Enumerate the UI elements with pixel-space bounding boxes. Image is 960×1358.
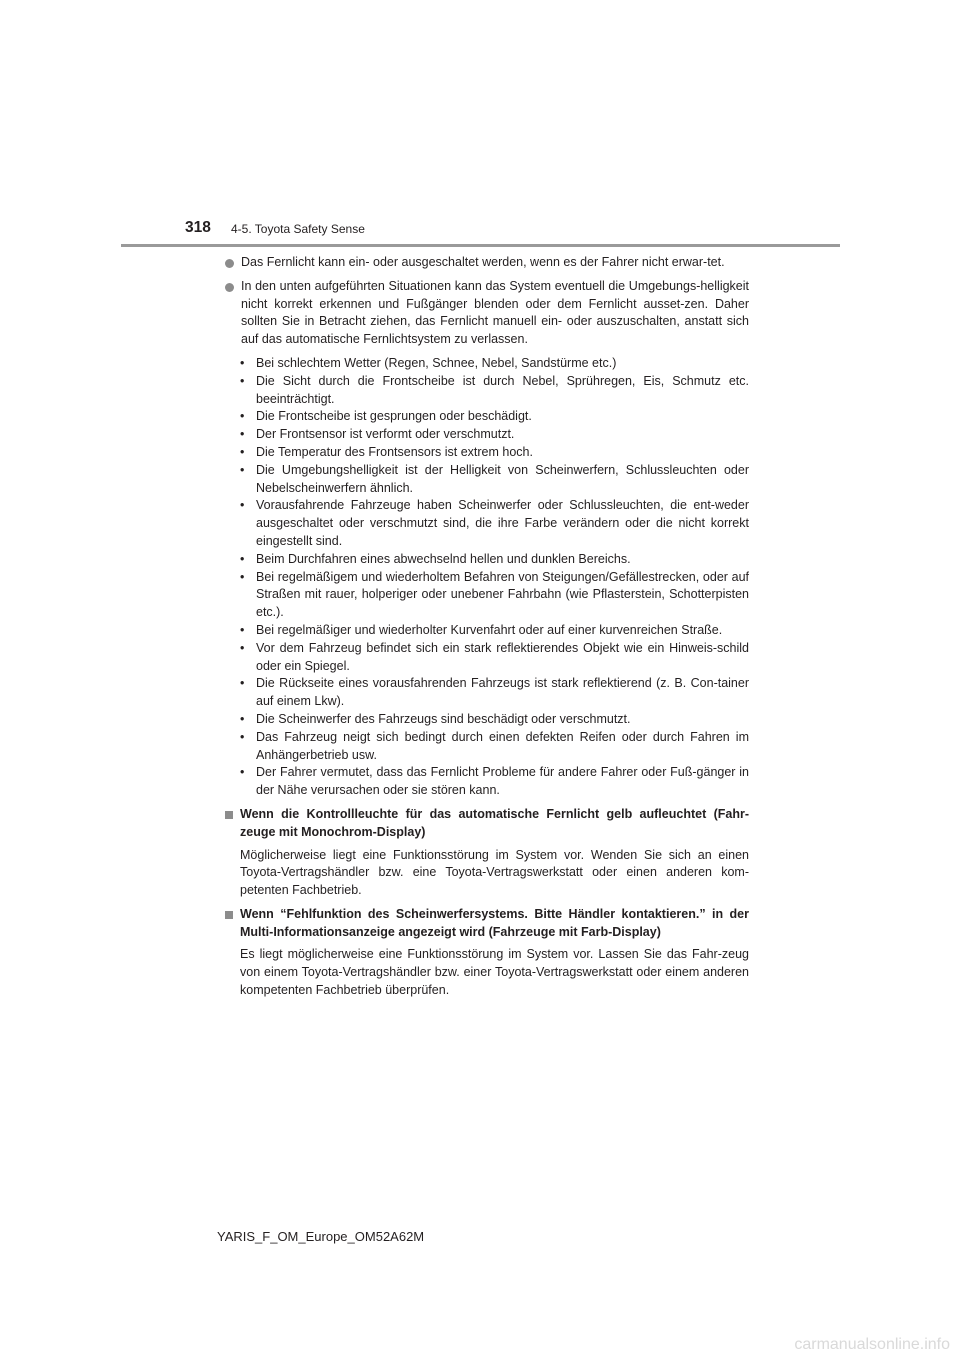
list-bullet-icon: • [240,676,245,691]
list-item [240,729,749,765]
situation-list [225,355,749,800]
list-bullet-icon: • [240,551,245,566]
list-bullet-icon: • [240,711,245,726]
list-item-text: Bei schlechtem Wetter (Regen, Schnee, Nebel, Sandstürme etc.) [256,355,617,370]
section-heading [225,906,749,942]
square-bullet-icon [225,911,233,919]
section-heading-text: Wenn “Fehlfunktion des Scheinwerfersystems. Bitte Händler kontaktieren.” in der Multi-Informationsanzeige angezeigt wird (Fahrzeuge mit Farb-Display) [240,906,749,939]
section-heading [225,806,749,842]
list-item-text: Das Fahrzeug neigt sich bedingt durch einen defekten Reifen oder durch Fahren im Anhängerbetrieb usw. [256,729,749,762]
page-number: 318 [185,219,211,236]
list-item-text: Vor dem Fahrzeug befindet sich ein stark reflektierendes Objekt wie ein Hinweis-schild oder ein Spiegel. [256,640,749,673]
list-item-text: Bei regelmäßiger und wiederholter Kurvenfahrt oder auf einer kurvenreichen Straße. [256,622,723,637]
list-item [240,462,749,498]
section-paragraph: Es liegt möglicherweise eine Funktionsstörung im System vor. Lassen Sie das Fahr-zeug von einem Toyota-Vertragshändler bzw. einer Toyota-Vertragswerkstatt oder einem anderen kompetenten Fachbetrieb überprüfen. [240,947,749,998]
list-item [240,426,749,444]
bullet-dot-icon [225,283,234,292]
list-item [240,640,749,676]
bullet-text: In den unten aufgeführten Situationen kann das System eventuell die Umgebungs-helligkeit nicht korrekt erkennen und Fußgänger blenden oder dem Fernlicht ausset-zen. Daher sollten Sie in Betracht ziehen, das Fernlicht manuell ein- oder auszuschalten, anstatt sich auf das automatische Fernlichtsystem zu verlassen. [241,278,749,347]
list-item [240,622,749,640]
section-title: 4-5. Toyota Safety Sense [231,222,365,236]
list-item-text: Vorausfahrende Fahrzeuge haben Scheinwerfer oder Schlussleuchten, die ent-weder ausgeschaltet oder verschmutzt sind, die ihre Farbe verändern oder die nicht korrekt eingestellt sind. [256,498,749,548]
page-content [225,254,749,1006]
list-item-text: Bei regelmäßigem und wiederholtem Befahren von Steigungen/Gefällestrecken, oder auf Straßen mit rauer, holperiger oder unebener Fahrbahn (wie Pflasterstein, Schotterpisten etc.). [256,569,749,620]
list-bullet-icon: • [240,765,245,780]
watermark: carmanualsonline.info [794,1336,950,1353]
list-bullet-icon: • [240,427,245,442]
list-item [240,408,749,426]
list-item [240,373,749,409]
list-bullet-icon: • [240,444,245,459]
list-item-text: Die Sicht durch die Frontscheibe ist durch Nebel, Sprühregen, Eis, Schmutz etc. beeinträchtigt. [256,373,749,406]
list-bullet-icon: • [240,462,245,477]
list-item-text: Die Rückseite eines vorausfahrenden Fahrzeugs ist stark reflektierend (z. B. Con-tainer auf einem Lkw). [256,676,749,709]
list-bullet-icon: • [240,373,245,388]
section-heading-text: Wenn die Kontrollleuchte für das automatische Fernlicht gelb aufleuchtet (Fahr-zeuge mit Monochrom-Display) [240,806,749,839]
bullet-item [225,278,749,349]
list-item [240,711,749,729]
header-rule [121,244,840,247]
list-item-text: Die Frontscheibe ist gesprungen oder beschädigt. [256,409,532,424]
list-bullet-icon: • [240,569,245,584]
page-header [185,219,885,243]
list-item-text: Beim Durchfahren eines abwechselnd hellen und dunklen Bereichs. [256,551,631,566]
list-item [240,675,749,711]
list-bullet-icon: • [240,355,245,370]
list-item-text: Die Scheinwerfer des Fahrzeugs sind beschädigt oder verschmutzt. [256,711,631,726]
bullet-dot-icon [225,259,234,268]
list-item-text: Der Fahrer vermutet, dass das Fernlicht Probleme für andere Fahrer oder Fuß-gänger in der Nähe verursachen oder sie stören kann. [256,765,749,798]
list-bullet-icon: • [240,640,245,655]
list-bullet-icon: • [240,729,245,744]
footer-doc-code: YARIS_F_OM_Europe_OM52A62M [217,1229,425,1244]
list-item-text: Die Temperatur des Frontsensors ist extrem hoch. [256,444,533,459]
list-bullet-icon: • [240,622,245,637]
list-item [240,551,749,569]
list-item [240,497,749,550]
section-paragraph: Möglicherweise liegt eine Funktionsstörung im System vor. Wenden Sie sich an einen Toyota-Vertragshändler bzw. eine Toyota-Vertragswerkstatt oder einen anderen kom-petenten Fachbetrieb. [240,847,749,898]
bullet-item [225,254,749,272]
list-item [240,569,749,622]
list-item [240,355,749,373]
list-bullet-icon: • [240,498,245,513]
bullet-text: Das Fernlicht kann ein- oder ausgeschaltet werden, wenn es der Fahrer nicht erwar-tet. [241,255,725,269]
list-item [240,764,749,800]
list-item-text: Die Umgebungshelligkeit ist der Helligkeit von Scheinwerfern, Schlussleuchten oder Nebelscheinwerfern ähnlich. [256,462,749,495]
list-item [240,444,749,462]
list-bullet-icon: • [240,409,245,424]
list-item-text: Der Frontsensor ist verformt oder verschmutzt. [256,427,515,442]
square-bullet-icon [225,811,233,819]
